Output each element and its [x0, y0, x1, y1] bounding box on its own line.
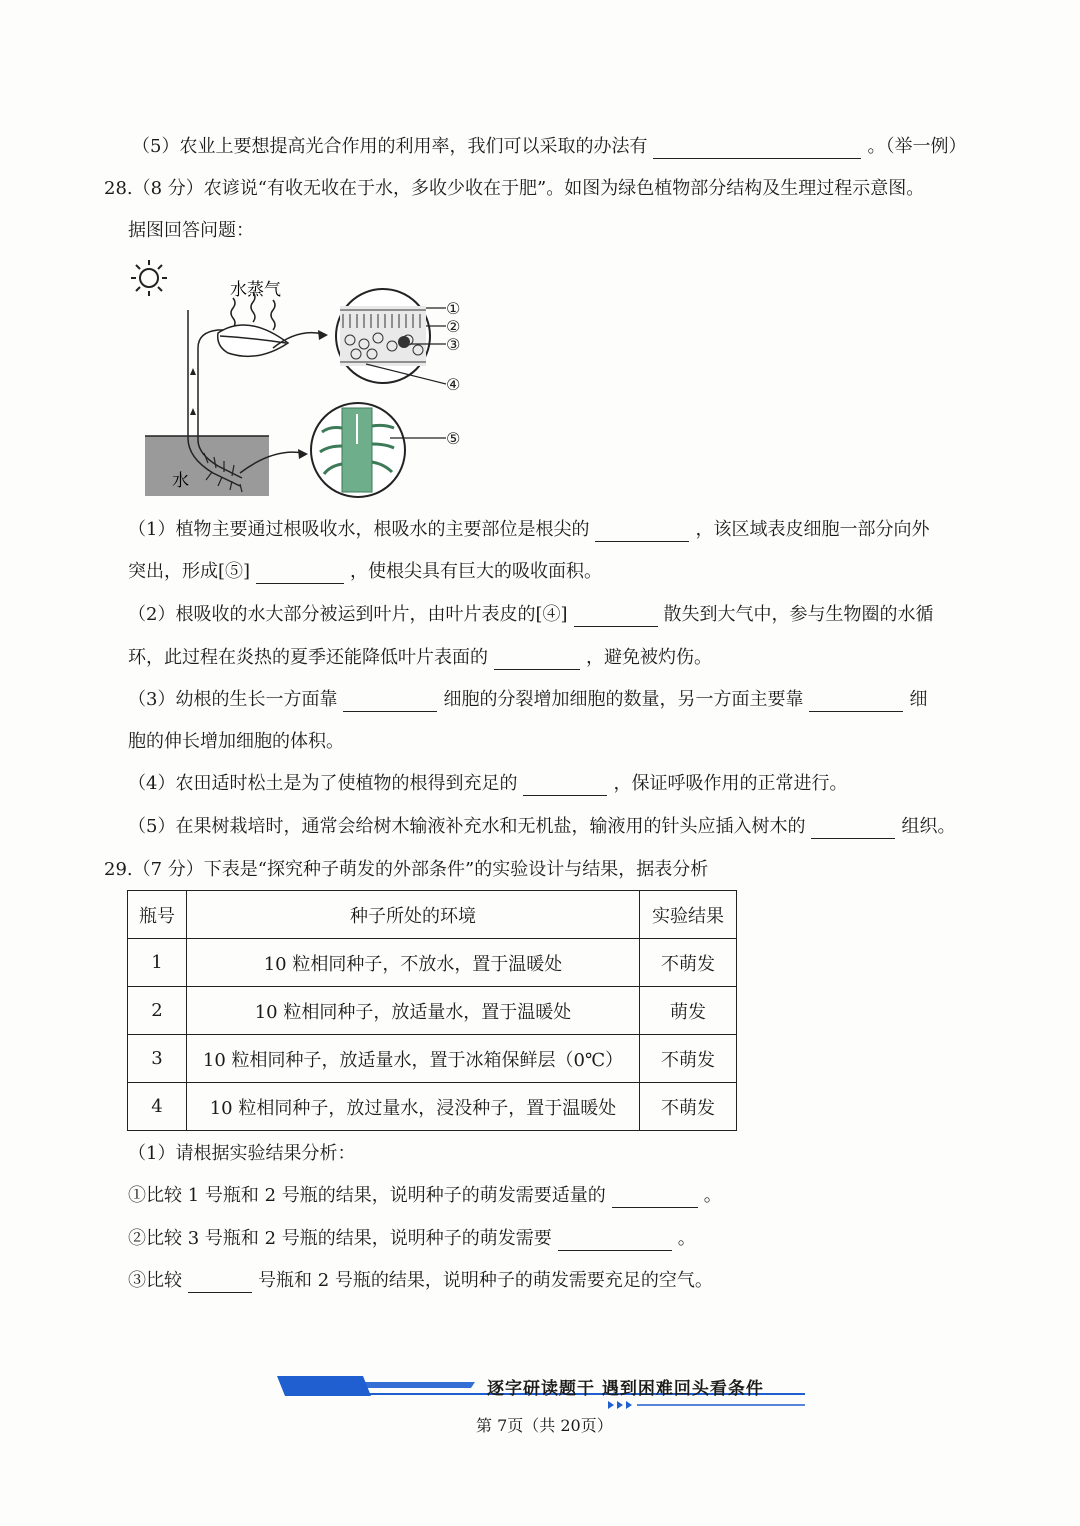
table-cell: 10 粒相同种子，放过量水，浸没种子，置于温暖处	[187, 1083, 640, 1131]
q28-s4: （4）农田适时松土是为了使植物的根得到充足的 ，保证呼吸作用的正常进行。	[128, 773, 848, 794]
table-row	[128, 1083, 737, 1131]
arrow-icon	[298, 449, 308, 459]
marker-5: ⑤	[446, 429, 461, 448]
answer-blank[interactable]	[188, 1274, 252, 1293]
table-cell: 10 粒相同种子，放适量水，置于冰箱保鲜层（0℃）	[187, 1035, 640, 1083]
q29-s1: （1）请根据实验结果分析：	[128, 1143, 356, 1164]
answer-blank[interactable]	[809, 693, 903, 712]
table-cell: 不萌发	[640, 939, 737, 987]
q29-item2: ②比较 3 号瓶和 2 号瓶的结果，说明种子的萌发需要 。	[128, 1228, 696, 1249]
table-cell: 10 粒相同种子，放适量水，置于温暖处	[187, 987, 640, 1035]
table-cell: 萌发	[640, 987, 737, 1035]
answer-blank[interactable]	[653, 140, 861, 159]
vapor-label: 水蒸气	[230, 280, 281, 300]
marker-3: ③	[446, 335, 461, 354]
answer-blank[interactable]	[612, 1189, 698, 1208]
table-cell: 不萌发	[640, 1035, 737, 1083]
q28-s5: （5）在果树栽培时，通常会给树木输液补充水和无机盐，输液用的针头应插入树木的 组织。	[128, 816, 956, 837]
q27-sub5: （5）农业上要想提高光合作用的利用率，我们可以采取的办法有 。（举一例）	[132, 136, 967, 157]
q28-s2-line1: （2）根吸收的水大部分被运到叶片，由叶片表皮的[④] 散失到大气中，参与生物圈的水循	[128, 604, 934, 625]
q28-instruction: 据图回答问题：	[128, 220, 254, 241]
answer-blank[interactable]	[558, 1232, 672, 1251]
table-cell: 3	[128, 1035, 187, 1083]
answer-blank[interactable]	[256, 565, 344, 584]
page-number: 第 7页（共 20页）	[476, 1416, 613, 1435]
table-row	[128, 939, 737, 987]
water-label: 水	[172, 471, 189, 491]
table-row	[128, 1035, 737, 1083]
q28-s2-line2: 环，此过程在炎热的夏季还能降低叶片表面的 ，避免被灼伤。	[128, 647, 712, 668]
marker-2: ②	[446, 317, 461, 336]
answer-blank[interactable]	[811, 820, 895, 839]
q28-s1-line1: （1）植物主要通过根吸收水，根吸水的主要部位是根尖的 ，该区域表皮细胞一部分向外	[128, 519, 930, 540]
sun-icon	[131, 260, 167, 296]
q28-s3-line2: 胞的伸长增加细胞的体积。	[128, 731, 344, 752]
answer-blank[interactable]	[343, 693, 437, 712]
q29-item3: ③比较 号瓶和 2 号瓶的结果，说明种子的萌发需要充足的空气。	[128, 1270, 713, 1291]
q29-header: 29.（7 分）下表是“探究种子萌发的外部条件”的实验设计与结果，据表分析	[104, 859, 709, 880]
plant-diagram	[128, 258, 478, 503]
marker-1: ①	[446, 299, 461, 318]
q28-header: 28.（8 分）农谚说“有收无收在于水，多收少收在于肥”。如图为绿色植物部分结构及生理过程示意图。	[104, 178, 925, 199]
q29-item1: ①比较 1 号瓶和 2 号瓶的结果，说明种子的萌发需要适量的 。	[128, 1185, 722, 1206]
leaf-section-magnified	[336, 289, 430, 383]
marker-4: ④	[446, 375, 461, 394]
table-row	[128, 987, 737, 1035]
root-hair-magnified	[311, 403, 405, 497]
table-cell: 10 粒相同种子，不放水，置于温暖处	[187, 939, 640, 987]
table-header: 实验结果	[640, 891, 737, 939]
answer-blank[interactable]	[523, 777, 607, 796]
answer-blank[interactable]	[574, 608, 658, 627]
arrow-icon	[318, 330, 328, 340]
answer-blank[interactable]	[595, 523, 689, 542]
table-cell: 2	[128, 987, 187, 1035]
table-cell: 1	[128, 939, 187, 987]
experiment-table	[127, 890, 737, 1131]
table-cell: 4	[128, 1083, 187, 1131]
triangle-arrows-icon	[608, 1401, 632, 1409]
table-cell: 不萌发	[640, 1083, 737, 1131]
answer-blank[interactable]	[494, 651, 580, 670]
q28-s1-line2: 突出，形成[⑤] ，使根尖具有巨大的吸收面积。	[128, 561, 603, 582]
q28-s3-line1: （3）幼根的生长一方面靠 细胞的分裂增加细胞的数量，另一方面主要靠 细	[128, 689, 928, 710]
upward-arrow-icon	[190, 368, 196, 415]
leaf	[218, 325, 288, 356]
table-header: 种子所处的环境	[187, 891, 640, 939]
footer-slogan: 逐字研读题干 遇到困难回头看条件	[487, 1379, 764, 1399]
table-header-row	[128, 891, 737, 939]
table-header: 瓶号	[128, 891, 187, 939]
